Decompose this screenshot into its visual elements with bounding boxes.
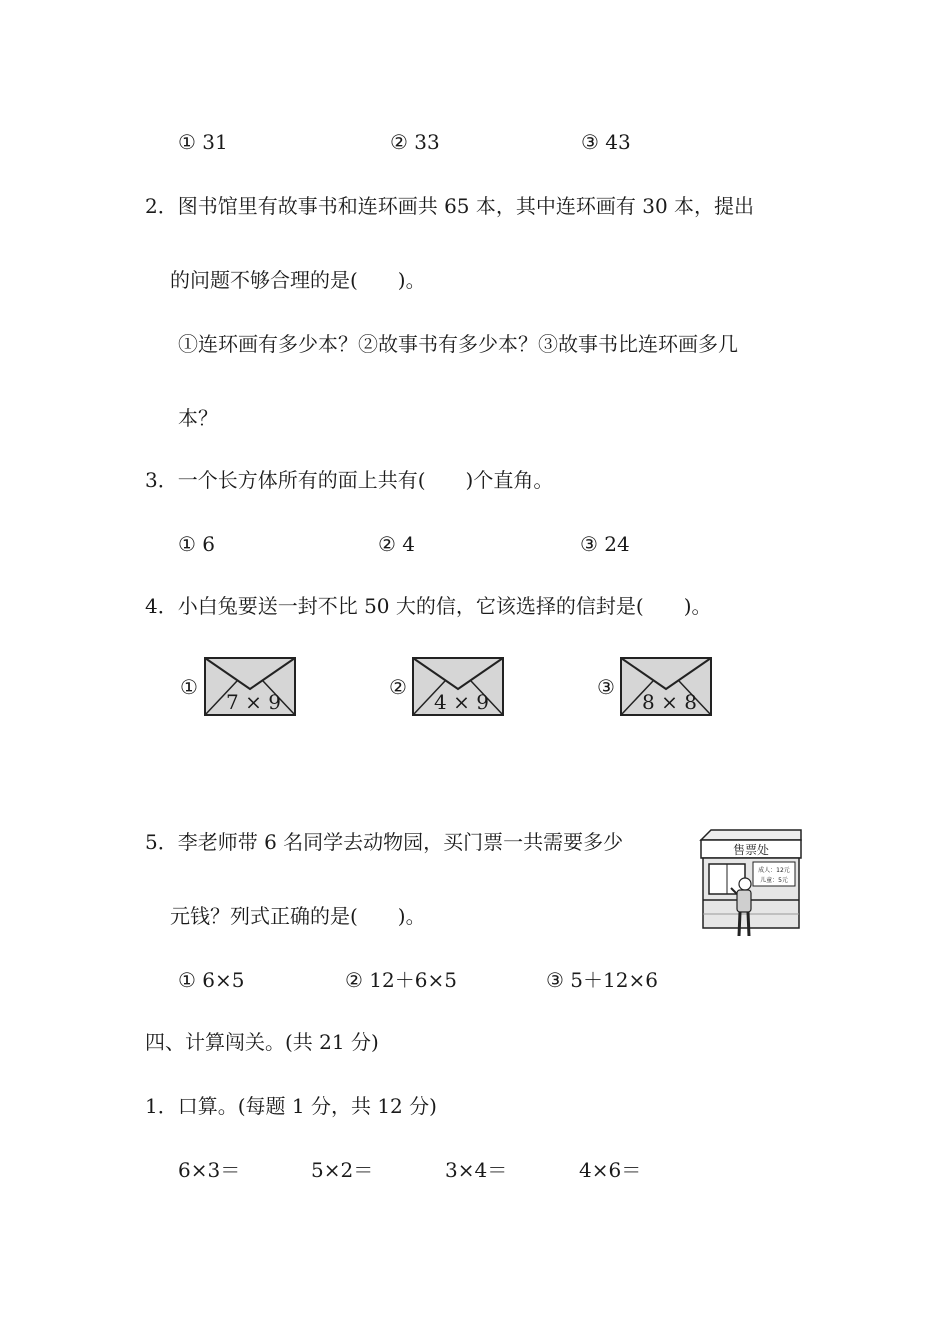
q1-option-1: ① 31 — [178, 130, 228, 154]
q5-stem-line2: 元钱？列式正确的是( )。 — [170, 904, 426, 928]
section-4-sub1: 1．口算。(每题 1 分，共 12 分) — [145, 1094, 437, 1118]
q5-option-3: ③ 5＋12×6 — [546, 968, 658, 992]
mental-math-problem-4: 4×6＝ — [579, 1158, 642, 1182]
q2-options-line2: 本？ — [178, 406, 218, 430]
envelope-2-expression: 4 × 9 — [434, 690, 489, 714]
envelope-1-marker: ① — [180, 675, 198, 699]
ticket-booth-illustration — [697, 828, 807, 940]
mental-math-problem-1: 6×3＝ — [178, 1158, 241, 1182]
q3-stem: 3．一个长方体所有的面上共有( )个直角。 — [145, 468, 554, 492]
q3-option-3: ③ 24 — [580, 532, 630, 556]
mental-math-problem-2: 5×2＝ — [311, 1158, 374, 1182]
envelope-2-marker: ② — [389, 675, 407, 699]
q5-stem-line1: 5．李老师带 6 名同学去动物园，买门票一共需要多少 — [145, 830, 624, 854]
q3-option-1: ① 6 — [178, 532, 216, 556]
q3-option-2: ② 4 — [378, 532, 416, 556]
envelope-3-expression: 8 × 8 — [642, 690, 697, 714]
q2-options-line1: ①连环画有多少本？②故事书有多少本？③故事书比连环画多几 — [178, 332, 738, 356]
booth-child-price: 儿童：5元 — [760, 877, 788, 884]
q1-option-2: ② 33 — [390, 130, 440, 154]
q2-stem-line1: 2．图书馆里有故事书和连环画共 65 本，其中连环画有 30 本，提出 — [145, 194, 755, 218]
booth-adult-price: 成人：12元 — [758, 867, 790, 874]
q2-stem-line2: 的问题不够合理的是( )。 — [170, 268, 426, 292]
q5-option-1: ① 6×5 — [178, 968, 245, 992]
section-4-title: 四、计算闯关。(共 21 分) — [145, 1030, 379, 1054]
q1-option-3: ③ 43 — [581, 130, 631, 154]
booth-sign-text: 售票处 — [732, 843, 770, 857]
q5-option-2: ② 12＋6×5 — [345, 968, 457, 992]
envelope-3-marker: ③ — [597, 675, 615, 699]
mental-math-problem-3: 3×4＝ — [445, 1158, 508, 1182]
q4-stem: 4．小白兔要送一封不比 50 大的信，它该选择的信封是( )。 — [145, 594, 712, 618]
envelope-1-expression: 7 × 9 — [226, 690, 281, 714]
